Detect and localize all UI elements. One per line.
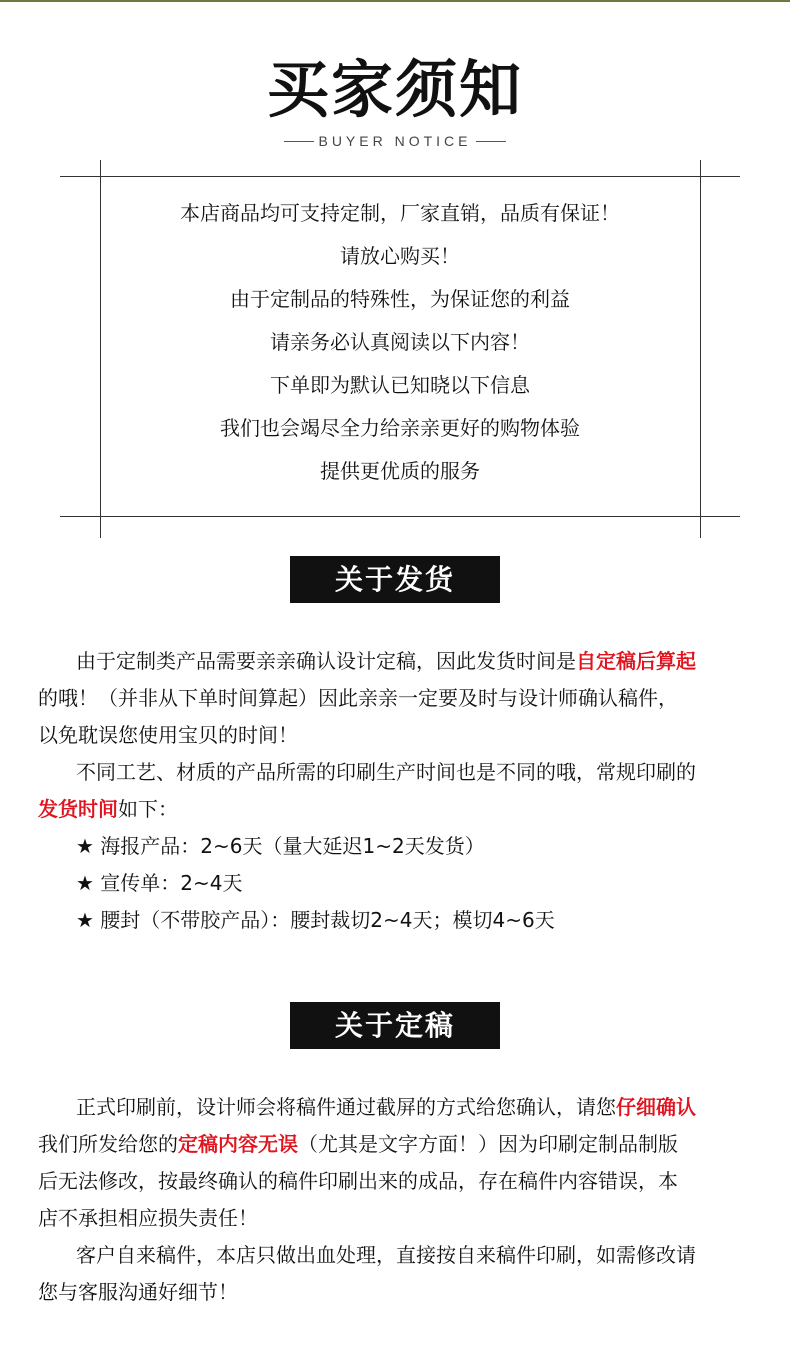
proof-text: 正式印刷前，设计师会将稿件通过截屏的方式给您确认，请您	[76, 1095, 616, 1119]
subtitle-dash-left	[284, 141, 314, 142]
notice-line: 请放心购买！	[340, 244, 460, 268]
proof-paragraph-line	[38, 1089, 758, 1126]
notice-frame-bottom	[60, 516, 740, 517]
shipping-list-item: ★ 宣传单：2~4天	[76, 871, 243, 895]
shipping-time-highlight: 发货时间	[38, 797, 118, 821]
notice-box	[100, 192, 700, 493]
subtitle-text: BUYER NOTICE	[318, 133, 472, 149]
shipping-paragraph-line: 不同工艺、材质的产品所需的印刷生产时间也是不同的哦，常规印刷的	[76, 760, 696, 784]
notice-line: 提供更优质的服务	[320, 459, 480, 483]
top-rule	[0, 0, 790, 2]
proof-paragraph-line	[38, 1126, 758, 1163]
shipping-paragraph-line	[38, 791, 758, 828]
shipping-paragraph-line	[38, 643, 758, 680]
proof-highlight: 仔细确认	[616, 1095, 696, 1119]
shipping-paragraph-line: 的哦！（并非从下单时间算起）因此亲亲一定要及时与设计师确认稿件，	[38, 686, 678, 710]
proof-paragraph-line: 店不承担相应损失责任！	[38, 1206, 258, 1230]
proof-paragraph-line: 客户自来稿件，本店只做出血处理，直接按自来稿件印刷，如需修改请	[76, 1243, 696, 1267]
shipping-list-item: ★ 腰封（不带胶产品）：腰封裁切2~4天；模切4~6天	[76, 908, 555, 932]
page-title: 买家须知	[266, 53, 523, 126]
notice-frame-top	[60, 176, 740, 177]
proof-highlight: 定稿内容无误	[178, 1132, 298, 1156]
shipping-heading: 关于发货	[290, 556, 500, 603]
page-subtitle	[0, 131, 790, 151]
shipping-paragraph-line: 以免耽误您使用宝贝的时间！	[38, 723, 298, 747]
proof-paragraph-line: 后无法修改，按最终确认的稿件印刷出来的成品，存在稿件内容错误，本	[38, 1169, 678, 1193]
proof-paragraph-line: 您与客服沟通好细节！	[38, 1280, 238, 1304]
notice-line: 请亲务必认真阅读以下内容！	[270, 330, 530, 354]
subtitle-dash-right	[476, 141, 506, 142]
proof-heading: 关于定稿	[290, 1002, 500, 1049]
notice-line: 由于定制品的特殊性，为保证您的利益	[230, 287, 570, 311]
shipping-section	[38, 643, 758, 939]
proof-section	[38, 1089, 758, 1311]
shipping-text: 如下：	[118, 797, 178, 821]
proof-text: 我们所发给您的	[38, 1132, 178, 1156]
notice-frame-right	[700, 160, 701, 538]
proof-text: （尤其是文字方面！）因为印刷定制品制版	[298, 1132, 678, 1156]
notice-line: 本店商品均可支持定制，厂家直销，品质有保证！	[180, 201, 620, 225]
shipping-text: 由于定制类产品需要亲亲确认设计定稿，因此发货时间是	[76, 649, 576, 673]
notice-line: 我们也会竭尽全力给亲亲更好的购物体验	[220, 416, 580, 440]
shipping-highlight: 自定稿后算起	[576, 649, 696, 673]
shipping-list-item: ★ 海报产品：2~6天（量大延迟1~2天发货）	[76, 834, 485, 858]
notice-line: 下单即为默认已知晓以下信息	[270, 373, 530, 397]
